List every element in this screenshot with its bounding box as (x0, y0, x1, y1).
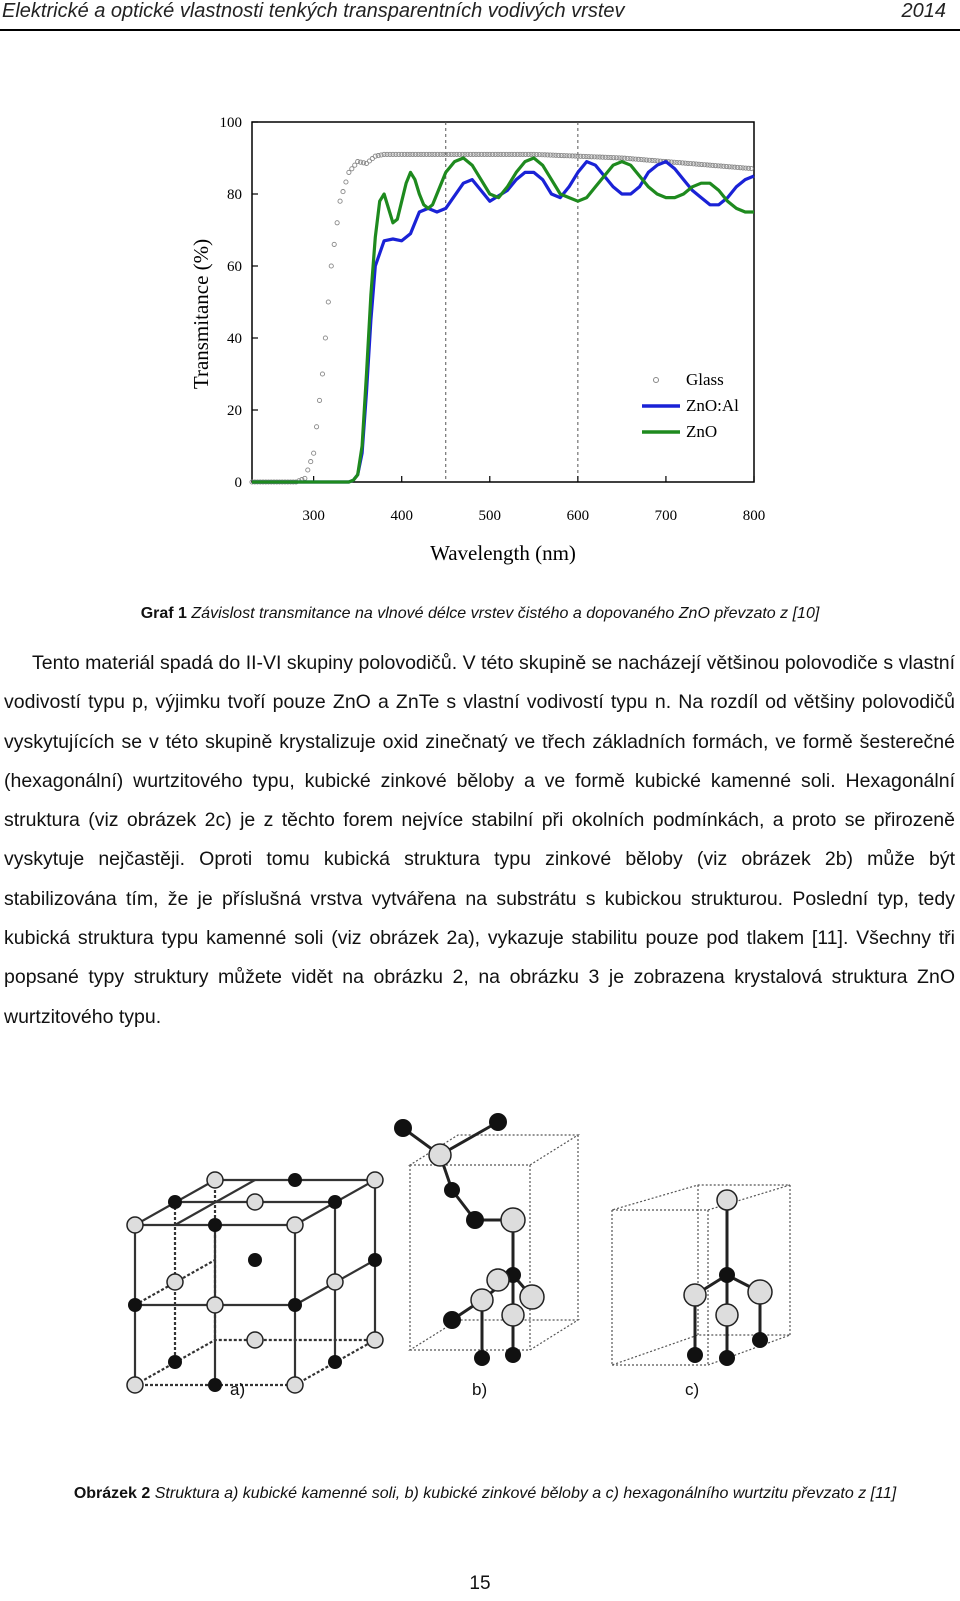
header-title: Elektrické a optické vlastnosti tenkých transparentních vodivých vrstev (2, 0, 625, 22)
glass-data-point (306, 468, 310, 472)
figure-caption-label: Obrázek 2 (73, 1485, 151, 1502)
page-header (0, 0, 960, 31)
figure-caption-text: Struktura a) kubické kamenné soli, b) kubické zinkové běloby a c) hexagonálního wurtzitu převzato z [11] (150, 1485, 897, 1502)
y-tick-label: 0 (234, 475, 242, 491)
crystal-structures-figure (120, 1100, 840, 1420)
glass-data-point (320, 372, 324, 376)
zincblende-atoms (394, 1113, 544, 1366)
chart-caption (0, 605, 960, 623)
glass-data-point (323, 336, 327, 340)
header-year: 2014 (901, 0, 946, 22)
page-number: 15 (469, 1573, 491, 1594)
glass-data-point (309, 460, 313, 464)
crystal-structures-svg (120, 1100, 840, 1420)
glass-data-point (344, 180, 348, 184)
glass-data-point (749, 166, 753, 170)
x-tick-label: 700 (654, 508, 678, 524)
y-axis-label: Transmitance (%) (189, 238, 213, 390)
figure-label-c: c) (685, 1380, 700, 1399)
glass-data-point (317, 398, 321, 402)
glass-data-point (353, 163, 357, 167)
legend-label: ZnO:Al (686, 396, 739, 415)
y-tick-label: 100 (219, 115, 242, 131)
x-axis-label: Wavelength (nm) (430, 541, 576, 565)
rocksalt-atoms (127, 1172, 383, 1393)
x-tick-label: 300 (302, 508, 325, 524)
chart-caption-label: Graf 1 (140, 605, 187, 622)
glass-data-point (314, 425, 318, 429)
chart-svg (180, 100, 780, 590)
transmittance-chart (180, 100, 780, 590)
y-tick-label: 40 (227, 331, 242, 347)
legend-label: ZnO (686, 422, 718, 441)
x-tick-label: 600 (566, 508, 590, 524)
x-tick-label: 400 (390, 508, 413, 524)
zincblende-structure (410, 1135, 578, 1350)
body-paragraph (4, 644, 955, 1037)
glass-data-point (312, 451, 316, 455)
y-tick-label: 80 (227, 187, 242, 203)
x-tick-label: 500 (478, 508, 502, 524)
series-line-znoal (252, 162, 754, 482)
y-tick-label: 20 (227, 403, 242, 419)
glass-data-point (332, 242, 336, 246)
chart-caption-text: Závislost transmitance na vlnové délce vrstev čistého a dopovaného ZnO převzato z [10] (186, 605, 820, 622)
legend-label: Glass (686, 370, 724, 389)
figure-label-b: b) (472, 1380, 488, 1399)
glass-data-point (335, 221, 339, 225)
glass-data-point (338, 199, 342, 203)
figure-label-a: a) (230, 1380, 246, 1399)
x-tick-label: 800 (742, 508, 766, 524)
glass-data-point (347, 170, 351, 174)
glass-data-point (341, 190, 345, 194)
glass-data-point (329, 264, 333, 268)
figure-caption (30, 1478, 940, 1510)
glass-data-point (350, 167, 354, 171)
paragraph-text: Tento materiál spadá do II-VI skupiny polovodičů. V této skupině se nacházejí většinou polovodiče s vlastní vodivostí typu p, výjimku tvoří pouze ZnO a ZnTe s vlastní vodivostí typu n. Na rozdíl od většiny polovodičů vyskytujících se v této skupině krystalizuje oxid zinečnatý ve třech základních formách, ve formě šesterečné (hexagonální) wurtzitového typu, kubické zinkové běloby a ve formě kubické kamenné soli. Hexagonální struktura (viz obrázek 2c) je z těchto forem nejvíce stabilní při okolních podmínkách, a proto se přirozeně vyskytuje nejčastěji. Oproti tomu kubická struktura typu zinkové běloby (viz obrázek 2b) může být stabilizována tím, že je příslušná vrstva vytvářena na substrátu s kubickou strukturou. Poslední typ, tedy kubická struktura typu kamenné soli (viz obrázek 2a), vykazuje stabilitu pouze pod tlakem [11]. Všechny tři popsané typy struktury můžete vidět na obrázku 2, na obrázku 3 je zobrazena krystalová struktura ZnO wurtzitového typu. (4, 652, 955, 1028)
glass-data-point (326, 300, 330, 304)
legend-swatch-glass (654, 378, 659, 383)
y-tick-label: 60 (227, 259, 242, 275)
